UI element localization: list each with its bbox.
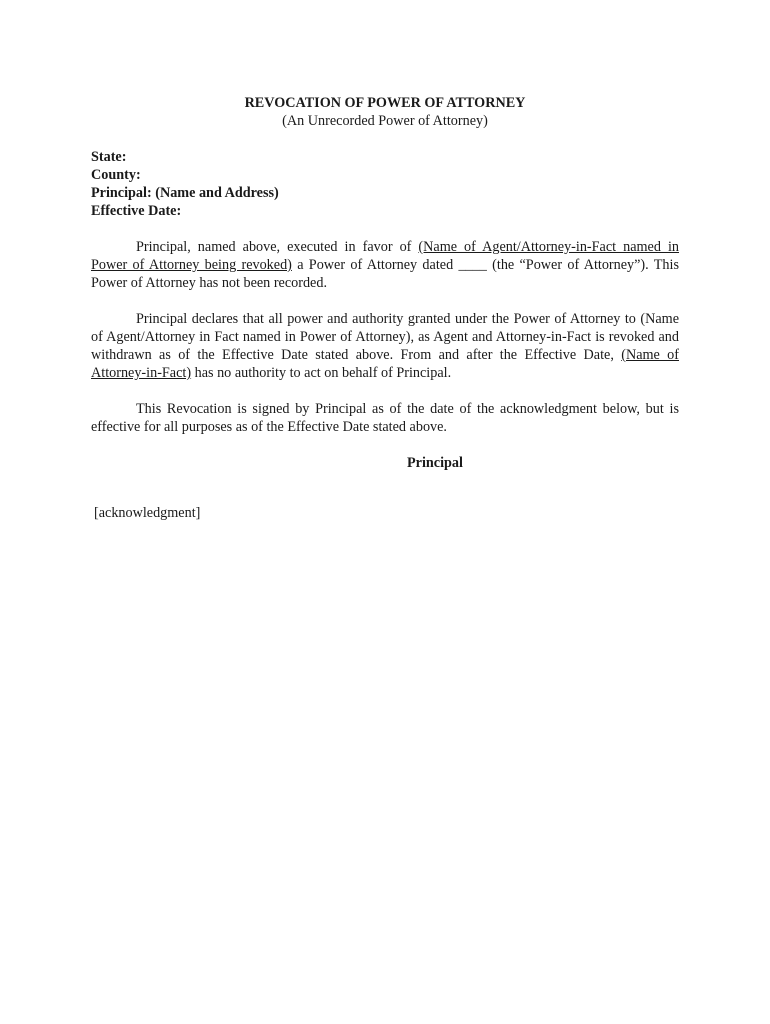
attorney-name-placeholder: (Name of Attorney-in-Fact)	[91, 347, 679, 381]
county-field: County:	[91, 167, 141, 183]
state-field: State:	[91, 149, 127, 165]
paragraph-execution-text-1: Principal, named above, executed in favor of	[136, 239, 419, 255]
effective-date-field: Effective Date:	[91, 203, 182, 219]
paragraph-signing: This Revocation is signed by Principal as of the date of the acknowledgment below, but is effective for all purposes as of the Effective Date stated above.	[91, 401, 679, 435]
agent-name-placeholder: (Name of Agent/Attorney-in-Fact named in Power of Attorney being revoked)	[91, 239, 679, 273]
acknowledgment-placeholder: [acknowledgment]	[94, 505, 201, 521]
signature-label: Principal	[407, 455, 463, 471]
paragraph-execution-text-2: a Power of Attorney dated ____ (the “Power of Attorney”). This Power of Attorney has not been recorded.	[91, 257, 679, 291]
document-title: REVOCATION OF POWER OF ATTORNEY	[244, 95, 526, 111]
header-fields	[91, 148, 679, 220]
document-subtitle: (An Unrecorded Power of Attorney)	[282, 113, 488, 129]
paragraph-revocation-text-2: has no authority to act on behalf of Principal.	[191, 365, 452, 381]
paragraph-execution	[91, 238, 679, 292]
principal-field: Principal: (Name and Address)	[91, 185, 279, 201]
document-page	[91, 94, 679, 522]
paragraph-revocation	[91, 310, 679, 382]
paragraph-revocation-text-1: Principal declares that all power and authority granted under the Power of Attorney to (Name of Agent/Attorney in Fact named in Power of Attorney), as Agent and Attorney-in-Fact is revoked and withdrawn as of the Effective Date stated above. From and after the Effective Date,	[91, 311, 679, 363]
